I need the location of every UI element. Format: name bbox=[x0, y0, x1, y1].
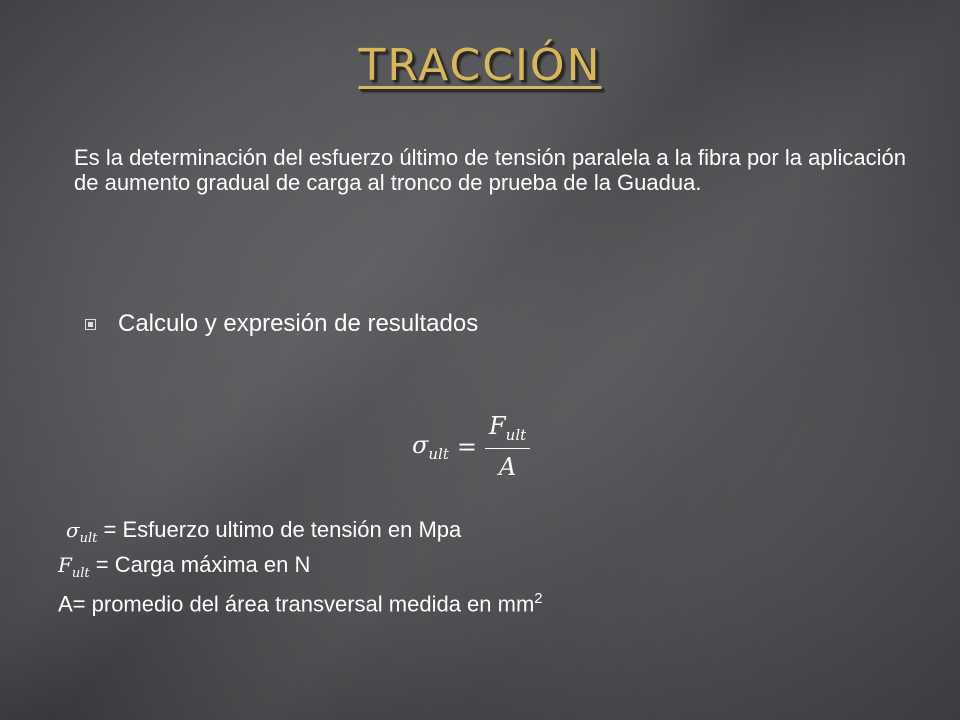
force-symbol: F bbox=[58, 553, 72, 577]
formula-lhs-symbol: σ bbox=[412, 430, 429, 459]
formula-num-sub: ult bbox=[505, 426, 527, 444]
definition-sigma-symbol bbox=[66, 518, 98, 546]
bullet-item bbox=[85, 310, 478, 338]
formula-num-symbol: F bbox=[489, 412, 506, 440]
title-text: TRACCIÓN bbox=[358, 40, 602, 91]
sigma-sub: ult bbox=[79, 531, 98, 546]
definition-sigma-text: = Esfuerzo ultimo de tensión en Mpa bbox=[97, 517, 462, 542]
definition-area-text: A= promedio del área transversal medida en mm bbox=[58, 591, 535, 617]
formula-lhs-sub: ult bbox=[428, 444, 449, 463]
bullet-text: Calculo y expresión de resultados bbox=[118, 310, 479, 337]
formula-denominator: A bbox=[498, 453, 517, 481]
formula bbox=[412, 412, 530, 481]
definition-force-symbol bbox=[58, 553, 90, 581]
formula-numerator bbox=[485, 412, 530, 449]
definition-area bbox=[58, 590, 543, 617]
square-bullet-icon bbox=[85, 319, 96, 330]
definition-force bbox=[58, 552, 310, 581]
formula-lhs bbox=[412, 431, 449, 463]
slide-title bbox=[0, 40, 960, 91]
intro-paragraph: Es la determinación del esfuerzo último de tensión paralela a la fibra por la aplicación de aumento gradual de carga al tronco de prueba de la Guadua. bbox=[74, 145, 906, 195]
definition-sigma bbox=[66, 517, 461, 546]
definition-area-sup: 2 bbox=[534, 590, 543, 607]
definition-force-text: = Carga máxima en N bbox=[89, 552, 311, 577]
formula-equals: = bbox=[456, 432, 477, 461]
force-sub: ult bbox=[71, 566, 90, 581]
formula-fraction bbox=[485, 412, 530, 481]
sigma-symbol: σ bbox=[66, 518, 80, 542]
